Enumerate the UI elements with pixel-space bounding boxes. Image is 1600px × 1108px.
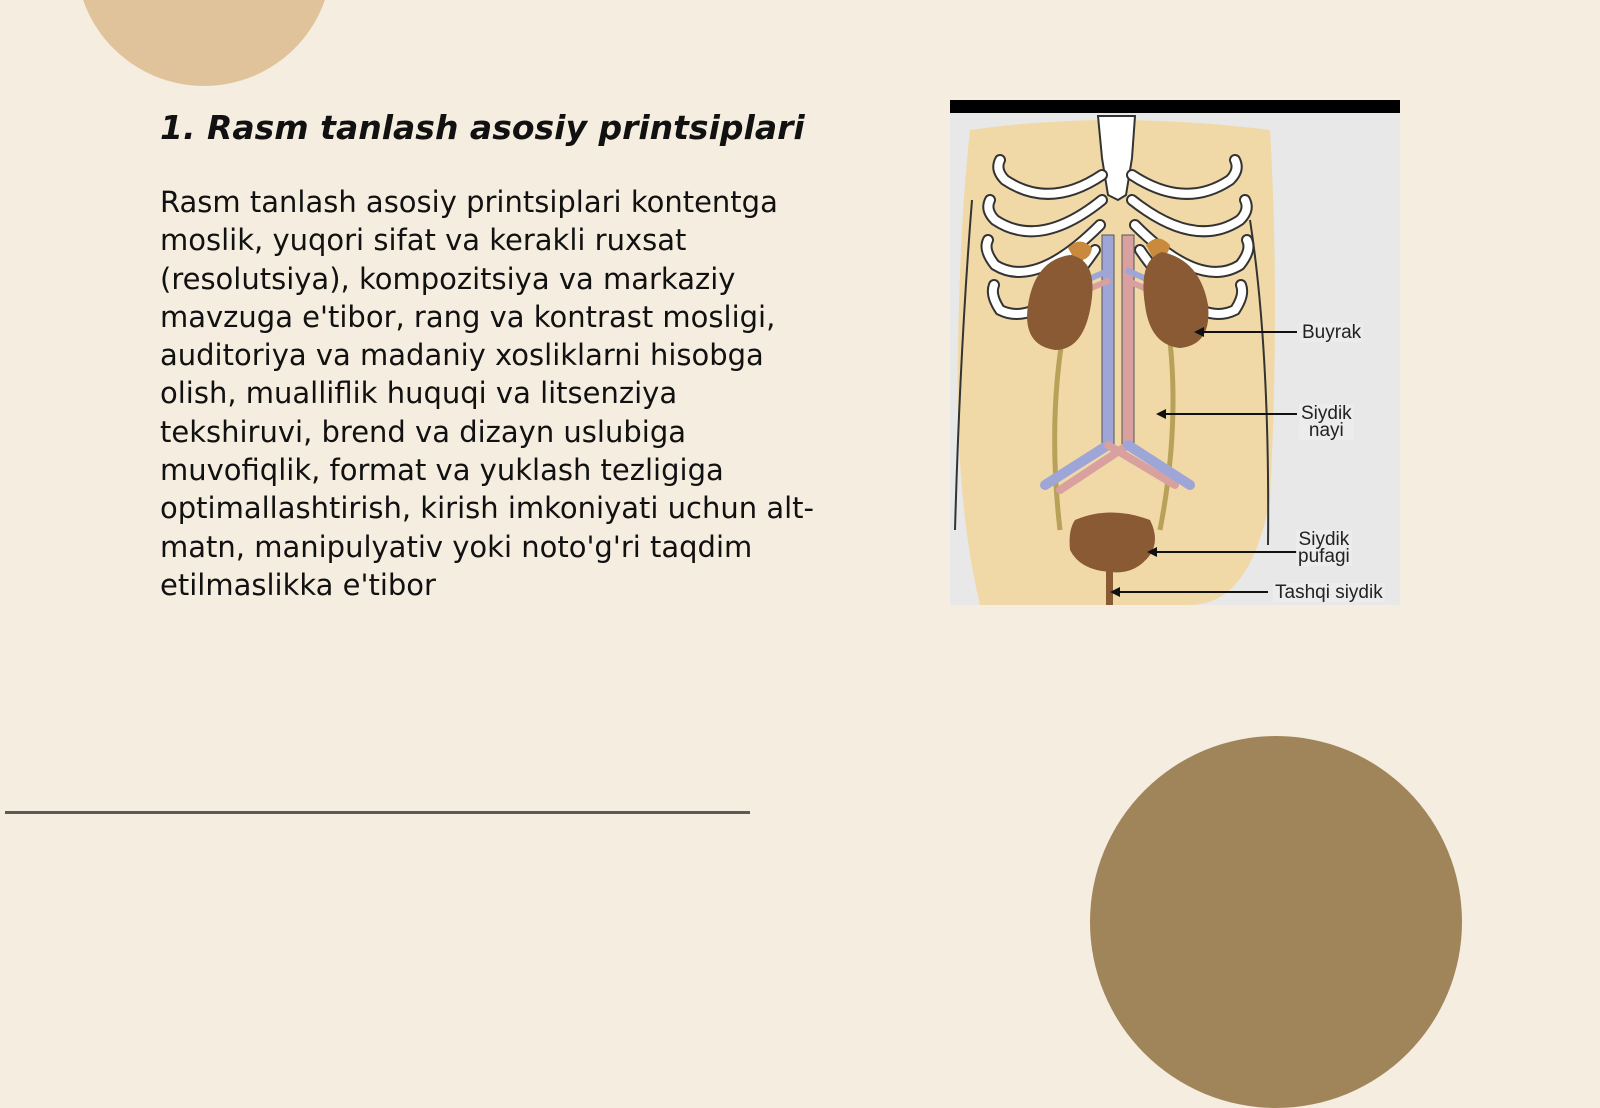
urethra (1106, 570, 1113, 605)
diagram-top-bar (950, 100, 1400, 113)
body-line: matn, manipulyativ yoki noto'g'ri taqdim (160, 529, 753, 564)
label-ureter (1299, 404, 1354, 440)
body-line: (resolutsiya), kompozitsiya va markaziy (160, 261, 736, 296)
decorative-circle-bottom (1090, 736, 1462, 1108)
slide-title: 1. Rasm tanlash asosiy printsiplari (160, 108, 805, 147)
label-ureter-line1: Siydik (1301, 403, 1352, 424)
body-line: auditoriya va madaniy xosliklarni hisobga (160, 338, 764, 373)
label-ureter-line2: nayi (1308, 420, 1344, 441)
body-line: tekshiruvi, brend va dizayn uslubiga (160, 414, 686, 449)
body-line: etilmaslikka e'tibor (160, 567, 436, 602)
divider-line (5, 811, 750, 814)
body-line: optimallashtirish, kirish imkoniyati uchun alt- (160, 491, 815, 526)
urinary-system-diagram (950, 100, 1400, 605)
body-line: muvofiqlik, format va yuklash tezligiga (160, 453, 724, 488)
body-line: moslik, yuqori sifat va kerakli ruxsat (160, 223, 687, 258)
body-line: mavzuga e'tibor, rang va kontrast mosligi, (160, 299, 776, 334)
slide-body (160, 183, 860, 604)
label-kidney: Buyrak (1302, 322, 1362, 343)
body-line: Rasm tanlash asosiy printsiplari kontentga (160, 185, 778, 219)
body-line: olish, mualliflik huquqi va litsenziya (160, 376, 678, 411)
label-urethra: Tashqi siydik (1275, 582, 1383, 603)
label-bladder-line1: Siydik (1298, 529, 1350, 550)
label-bladder (1296, 530, 1352, 566)
decorative-circle-top (76, 0, 332, 86)
label-bladder-line2: pufagi (1298, 546, 1350, 567)
